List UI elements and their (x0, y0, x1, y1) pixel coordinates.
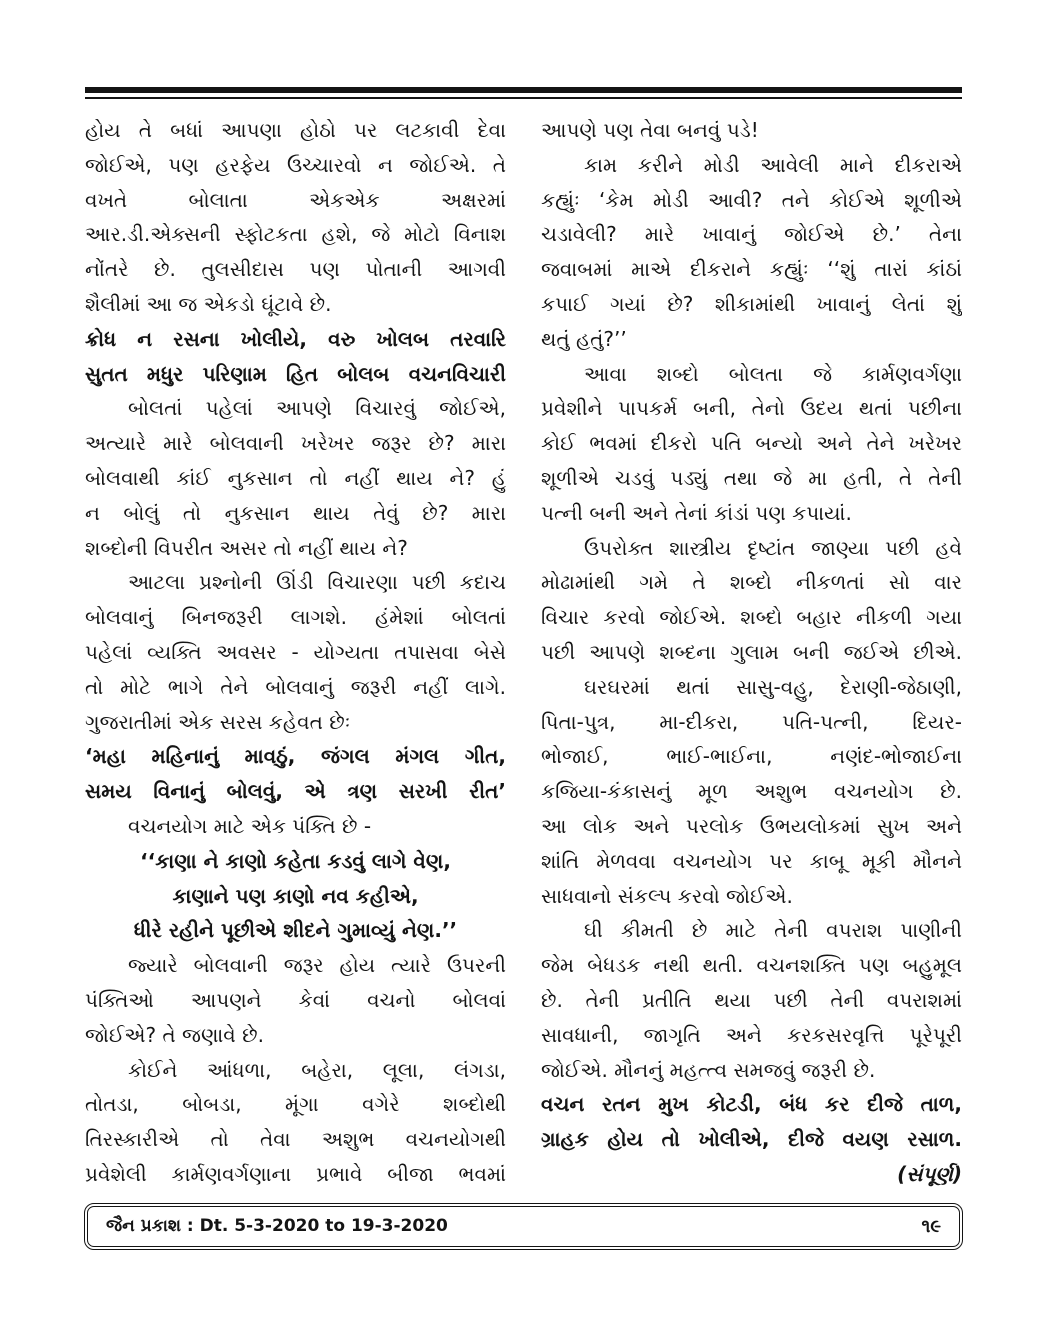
verse-line: સુતત મધુર પરિણામ હિત બોલબ વચનવિચારી (85, 361, 506, 386)
body-text-line: ઘી કીમતી છે માટે તેની વપરાશ પાણીની (584, 918, 962, 943)
body-text-line: આવા શબ્દો બોલતા જે કાર્મણવર્ગણા (584, 361, 962, 386)
verse-line: ધીરે રહીને પૂછીએ શીદને ગુમાવ્યું નેણ.’’ (133, 918, 458, 943)
verse-line: સમય વિનાનું બોલવું, એ ત્રણ સરખી રીત’ (85, 779, 506, 804)
body-text-line: શાંતિ મેળવવા વચનયોગ પર કાબૂ મૂકી મૌનને (541, 848, 962, 873)
body-text-line: જ્યારે બોલવાની જરૂર હોય ત્યારે ઉપરની (128, 953, 506, 978)
body-text-line: છે. તેની પ્રતીતિ થયા પછી તેની વપરાશમાં (541, 987, 962, 1012)
end-marker: (સંપૂર્ણ) (897, 1161, 962, 1186)
body-text-line: પત્ની બની અને તેનાં કાંડાં પણ કપાયાં. (541, 500, 852, 525)
page-footer (84, 1203, 963, 1250)
body-text-line: પિતા-પુત્ર, મા-દીકરા, પતિ-પત્ની, દિયર- (541, 709, 962, 734)
body-text-line: જોઈએ, પણ હરફેય ઉચ્ચારવો ન જોઈએ. તે (85, 152, 506, 177)
body-text-line: જોઈએ. મૌનનું મહત્ત્વ સમજવું જરૂરી છે. (541, 1057, 876, 1082)
body-text-line: કોઈને આંધળા, બહેરા, લૂલા, લંગડા, (128, 1057, 506, 1082)
body-text-line: ન બોલું તો નુકસાન થાય તેવું છે? મારા (85, 500, 506, 525)
body-text-line: પછી આપણે શબ્દના ગુલામ બની જઈએ છીએ. (541, 639, 962, 664)
body-text-line: તિરસ્કારીએ તો તેવા અશુભ વચનયોગથી (85, 1127, 506, 1152)
body-text-line: હોય તે બધાં આપણા હોઠો પર લટકાવી દેવા (85, 118, 506, 142)
body-text-line: ઘરઘરમાં થતાં સાસુ-વહુ, દેરાણી-જેઠાણી, (584, 674, 962, 699)
body-text-line: ગુજરાતીમાં એક સરસ કહેવત છેઃ (85, 709, 351, 734)
verse-line: ‘મહા મહિનાનું માવઠું, જંગલ મંગલ ગીત, (85, 744, 506, 769)
body-text-line: જેમ બેધડક નથી થતી. વચનશક્તિ પણ બહુમૂલ (541, 953, 962, 978)
body-text-line: વિચાર કરવો જોઈએ. શબ્દો બહાર નીકળી ગયા (541, 605, 962, 630)
body-text-line: કહ્યુંઃ ‘કેમ મોડી આવી? તને કોઈએ શૂળીએ (541, 187, 962, 212)
body-text-line: વખતે બોલાતા એકએક અક્ષરમાં (85, 187, 506, 212)
body-text-line: તોતડા, બોબડા, મૂંગા વગેરે શબ્દોથી (85, 1092, 506, 1117)
body-text-line: તો મોટે ભાગે તેને બોલવાનું જરૂરી નહીં લાગે. (85, 674, 506, 699)
footer-masthead: જૈન પ્રકાશ : Dt. 5-3-2020 to 19-3-2020 (106, 1216, 448, 1236)
left-column (85, 113, 506, 1192)
verse-line: ક્રોધ ન રસના ખોલીયે, વરુ ખોલબ તરવારિ (85, 326, 506, 351)
right-column (541, 113, 962, 1192)
page-number: ૧૯ (921, 1216, 941, 1237)
verse-line: ગ્રાહક હોય તો ખોલીએ, દીજે વયણ રસાળ. (541, 1127, 962, 1152)
body-text-line: બોલવાનું બિનજરૂરી લાગશે. હંમેશાં બોલતાં (85, 605, 506, 630)
body-text-line: પ્રવેશીને પાપકર્મ બની, તેનો ઉદય થતાં પછીના (541, 396, 962, 421)
header-rule-thick (85, 87, 962, 93)
body-text-line: જવાબમાં માએ દીકરાને કહ્યુંઃ ‘‘શું તારાં કાંઠાં (541, 257, 962, 282)
body-text-line: ભોજાઈ, ભાઈ-ભાઈના, નણંદ-ભોજાઈના (541, 744, 962, 769)
body-text-line: બોલતાં પહેલાં આપણે વિચારવું જોઈએ, (128, 396, 506, 421)
body-text-line: ચડાવેલી? મારે ખાવાનું જોઈએ છે.’ તેના (541, 222, 962, 247)
body-text-line: કપાઈ ગયાં છે? શીકામાંથી ખાવાનું લેતાં શું (541, 291, 962, 316)
body-text-line: ઉપરોક્ત શાસ્ત્રીય દૃષ્ટાંત જાણ્યા પછી હવે (584, 535, 962, 560)
body-text-line: સાધવાનો સંકલ્પ કરવો જોઈએ. (541, 883, 793, 908)
body-text-line: આટલા પ્રશ્નોની ઊંડી વિચારણા પછી કદાચ (128, 570, 506, 595)
body-text-line: શૈલીમાં આ જ એકડો ઘૂંટાવે છે. (85, 291, 332, 316)
verse-line: વચન રતન મુખ કોટડી, બંધ કર દીજે તાળ, (541, 1092, 962, 1117)
body-text-line: બોલવાથી કાંઈ નુકસાન તો નહીં થાય ને? હું (85, 465, 506, 490)
body-text-line: વચનયોગ માટે એક પંક્તિ છે - (128, 813, 372, 838)
body-text-line: શબ્દોની વિપરીત અસર તો નહીં થાય ને? (85, 535, 408, 560)
body-text-line: આ લોક અને પરલોક ઉભયલોકમાં સુખ અને (541, 813, 962, 838)
body-text-line: થતું હતું?’’ (541, 326, 627, 351)
body-text-line: જોઈએ? તે જણાવે છે. (85, 1022, 264, 1047)
body-text-line: આર.ડી.એક્સની સ્ફોટકતા હશે, જે મોટો વિનાશ (85, 222, 506, 247)
body-text-line: પહેલાં વ્યક્તિ અવસર - યોગ્યતા તપાસવા બેસે (85, 639, 506, 664)
body-text-line: કોઈ ભવમાં દીકરો પતિ બન્યો અને તેને ખરેખર (541, 431, 962, 456)
body-text-line: શૂળીએ ચડવું પડ્યું તથા જે મા હતી, તે તેની (541, 465, 962, 490)
body-text-line: નોંતરે છે. તુલસીદાસ પણ પોતાની આગવી (85, 257, 506, 282)
verse-line: ‘‘કાણા ને કાણો કહેતા કડવું લાગે વેણ, (140, 848, 451, 873)
header-rule-thin (85, 97, 962, 99)
body-text-line: અત્યારે મારે બોલવાની ખરેખર જરૂર છે? મારા (85, 431, 506, 456)
body-text-line: કામ કરીને મોડી આવેલી માને દીકરાએ (584, 152, 962, 177)
body-text-line: કજિયા-કંકાસનું મૂળ અશુભ વચનયોગ છે. (541, 779, 962, 804)
body-text-line: પંક્તિઓ આપણને કેવાં વચનો બોલવાં (85, 987, 506, 1012)
body-text-line: મોઢામાંથી ગમે તે શબ્દો નીકળતાં સો વાર (541, 570, 962, 595)
body-text-line: પ્રવેશેલી કાર્મણવર્ગણાના પ્રભાવે બીજા ભવમાં (85, 1161, 506, 1186)
verse-line: કાણાને પણ કાણો નવ કહીએ, (172, 883, 419, 908)
body-text-line: આપણે પણ તેવા બનવું પડે! (541, 118, 759, 142)
body-text-line: સાવધાની, જાગૃતિ અને કરકસરવૃત્તિ પૂરેપૂરી (541, 1022, 962, 1047)
